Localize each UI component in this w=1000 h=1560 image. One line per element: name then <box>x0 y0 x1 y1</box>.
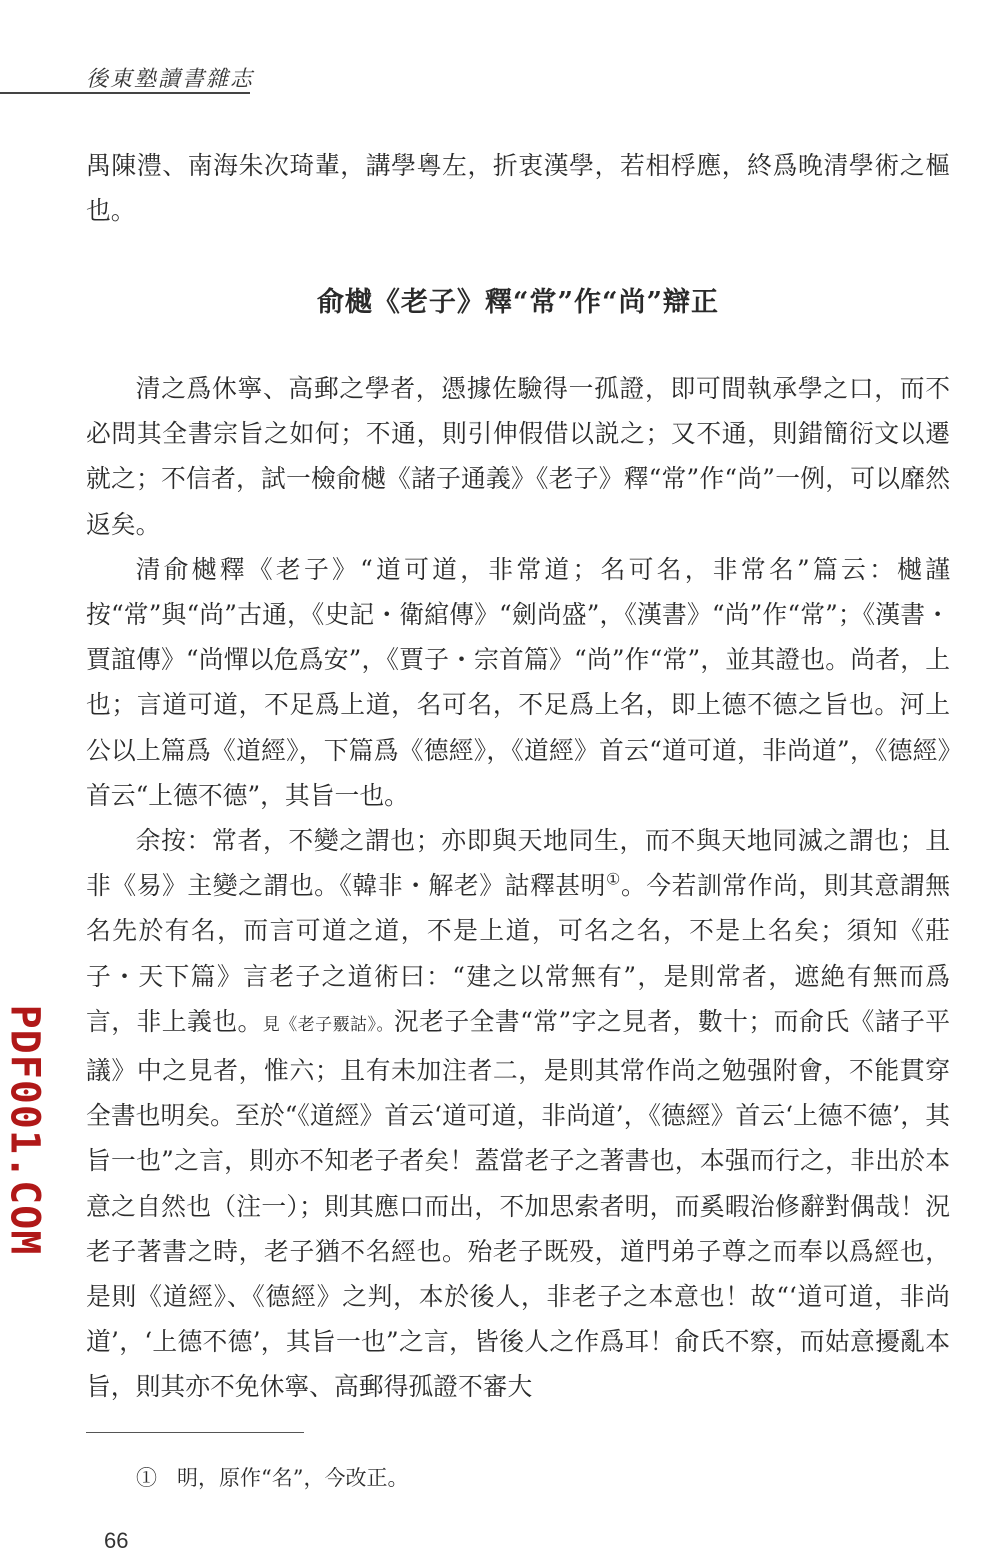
section-title: 俞樾《老子》釋“常”作“尚”辯正 <box>316 287 720 318</box>
footnote-rule <box>86 1432 304 1433</box>
paragraph-3-part-b: 。今若訓常作尚，則其意謂無名先於有名，而言可道之道，不是上道，可名之名，不是上名矣；須知《莊子・天下篇》言老子之道術曰：“建之以常無有”，是則常者，遮絶有無而爲言，非上義也。 <box>86 871 950 1036</box>
page-number: 66 <box>104 1528 129 1553</box>
paragraph-1: 清之爲休寧、高郵之學者，憑據佐驗得一孤證，即可間執承學之口，而不必問其全書宗旨之如何；不通，則引伸假借以説之；又不通，則錯簡衍文以遷就之；不信者，試一檢俞樾《諸子通義》《老子》釋“常”作“尚”一例，可以靡然返矣。 <box>86 374 950 539</box>
footnote <box>136 1462 409 1492</box>
paragraph-2: 清俞樾釋《老子》“道可道，非常道；名可名，非常名”篇云：樾謹按“常”與“尚”古通，《史記・衛綰傳》“劍尚盛”，《漢書》“尚”作“常”；《漢書・賈誼傳》“尚憚以危爲安”，《賈子・宗首篇》“尚”作“常”，並其證也。尚者，上也；言道可道，不足爲上道，名可名，不足爲上名，即上德不德之旨也。河上公以上篇爲《道經》，下篇爲《德經》，《道經》首云“道可道，非尚道”，《德經》首云“上德不德”，其旨一也。 <box>86 554 950 810</box>
paragraph-3-part-a: 余按：常者，不變之謂也；亦即與天地同生，而不與天地同滅之謂也；且非《易》主變之謂也。《韓非・解老》詁釋甚明 <box>86 826 950 901</box>
inline-small-note: 見《老子覈詁》。 <box>262 1014 394 1035</box>
footnote-text: 明，原作“名”，今改正。 <box>177 1466 409 1490</box>
header-rule <box>0 92 250 94</box>
paragraph-3 <box>86 818 950 1410</box>
continuation-paragraph: 禺陳澧、南海朱次琦輩，講學粵左，折衷漢學，若相桴應，終爲晚清學術之樞也。 <box>86 151 950 226</box>
section-body <box>86 366 950 1410</box>
running-head-title: 後東塾讀書雜志 <box>86 67 255 92</box>
paragraph-3-part-c: 況老子全書“常”字之見者，數十；而俞氏《諸子平議》中之見者，惟六；且有未加注者二，是則其常作尚之勉强附會，不能貫穿全書也明矣。至於“《道經》首云‘道可道，非尚道’，《德經》首云‘上德不德’，其旨一也”之言，則亦不知老子者矣！蓋當老子之著書也，本强而行之，非出於本意之自然也（注一）；則其應口而出，不加思索者明，而奚暇治修辭對偶哉！況老子著書之時，老子猶不名經也。殆老子既殁，道門弟子尊之而奉以爲經也，是則《道經》、《德經》之判，本於後人，非老子之本意也！故“‘道可道，非尚道’，‘上德不德’，其旨一也”之言，皆後人之作爲耳！俞氏不察，而姑意擾亂本旨，則其亦不免休寧、高郵得孤證不審大 <box>86 1006 950 1402</box>
footnote-reference[interactable]: ① <box>606 869 621 889</box>
footnote-marker: ① <box>136 1466 157 1490</box>
watermark-text: PDF001.COM <box>1 1004 48 1256</box>
watermark-logo <box>2 1005 46 1255</box>
